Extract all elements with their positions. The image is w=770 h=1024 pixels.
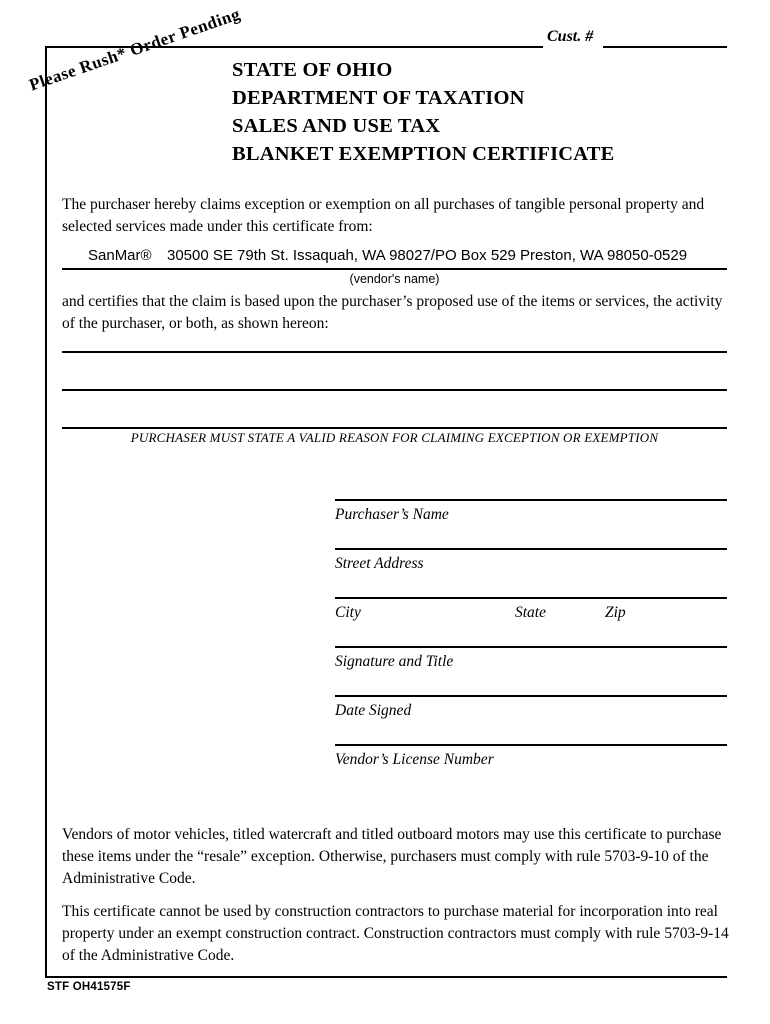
field-purchaser-name[interactable] <box>335 499 727 524</box>
city-label: City <box>335 604 361 621</box>
field-city-state-zip[interactable] <box>335 597 727 622</box>
title-line-department: DEPARTMENT OF TAXATION <box>232 87 525 109</box>
signature-title-label: Signature and Title <box>335 653 454 670</box>
purchaser-name-label: Purchaser’s Name <box>335 506 449 523</box>
cust-number-label: Cust. # <box>547 28 594 45</box>
reason-line-1[interactable] <box>62 351 727 353</box>
construction-note: This certificate cannot be used by construction contractors to purchase material for incorporation into real property under an exempt construction contract. Construction contractors must comply with rule 5703-9-14 of the Administrative Code. <box>62 903 729 964</box>
title-line-state: STATE OF OHIO <box>232 59 393 81</box>
field-vendor-license[interactable] <box>335 744 727 769</box>
vendor-name-line[interactable] <box>62 268 727 270</box>
vendor-license-label: Vendor’s License Number <box>335 751 494 768</box>
title-line-tax: SALES AND USE TAX <box>232 115 441 137</box>
form-code: STF OH41575F <box>47 981 131 993</box>
rush-order-stamp: Please Rush* Order Pending <box>26 4 243 95</box>
form-title-block <box>232 56 615 168</box>
vendor-name-value: SanMar® <box>88 247 152 264</box>
field-date-signed[interactable] <box>335 695 727 720</box>
reason-requirement-note: PURCHASER MUST STATE A VALID REASON FOR CLAIMING EXCEPTION OR EXEMPTION <box>130 430 659 445</box>
vendor-address-value: 30500 SE 79th St. Issaquah, WA 98027/PO Box 529 Preston, WA 98050-0529 <box>167 247 688 264</box>
street-address-label: Street Address <box>335 555 424 572</box>
reason-line-3[interactable] <box>62 427 727 429</box>
left-border <box>45 46 47 978</box>
state-label: State <box>515 604 546 621</box>
intro-paragraph: The purchaser hereby claims exception or exemption on all purchases of tangible personal property and selected services made under this certificate from: <box>62 196 705 235</box>
certifies-paragraph: and certifies that the claim is based upon the purchaser’s proposed use of the items or services, the activity of the purchaser, or both, as shown hereon: <box>62 293 723 332</box>
title-line-certificate: BLANKET EXEMPTION CERTIFICATE <box>232 143 615 165</box>
cust-number-fill-line[interactable] <box>603 46 727 48</box>
field-street-address[interactable] <box>335 548 727 573</box>
vendor-name-caption: (vendor's name) <box>349 272 440 286</box>
reason-line-2[interactable] <box>62 389 727 391</box>
date-signed-label: Date Signed <box>335 702 412 719</box>
motor-vehicles-note: Vendors of motor vehicles, titled watercraft and titled outboard motors may use this certificate to purchase these items under the “resale” exception. Otherwise, purchasers must comply with rule 5703-9-10 of the Administrative Code. <box>62 826 722 887</box>
zip-label: Zip <box>605 604 626 621</box>
field-signature-title[interactable] <box>335 646 727 671</box>
bottom-border <box>45 976 727 978</box>
